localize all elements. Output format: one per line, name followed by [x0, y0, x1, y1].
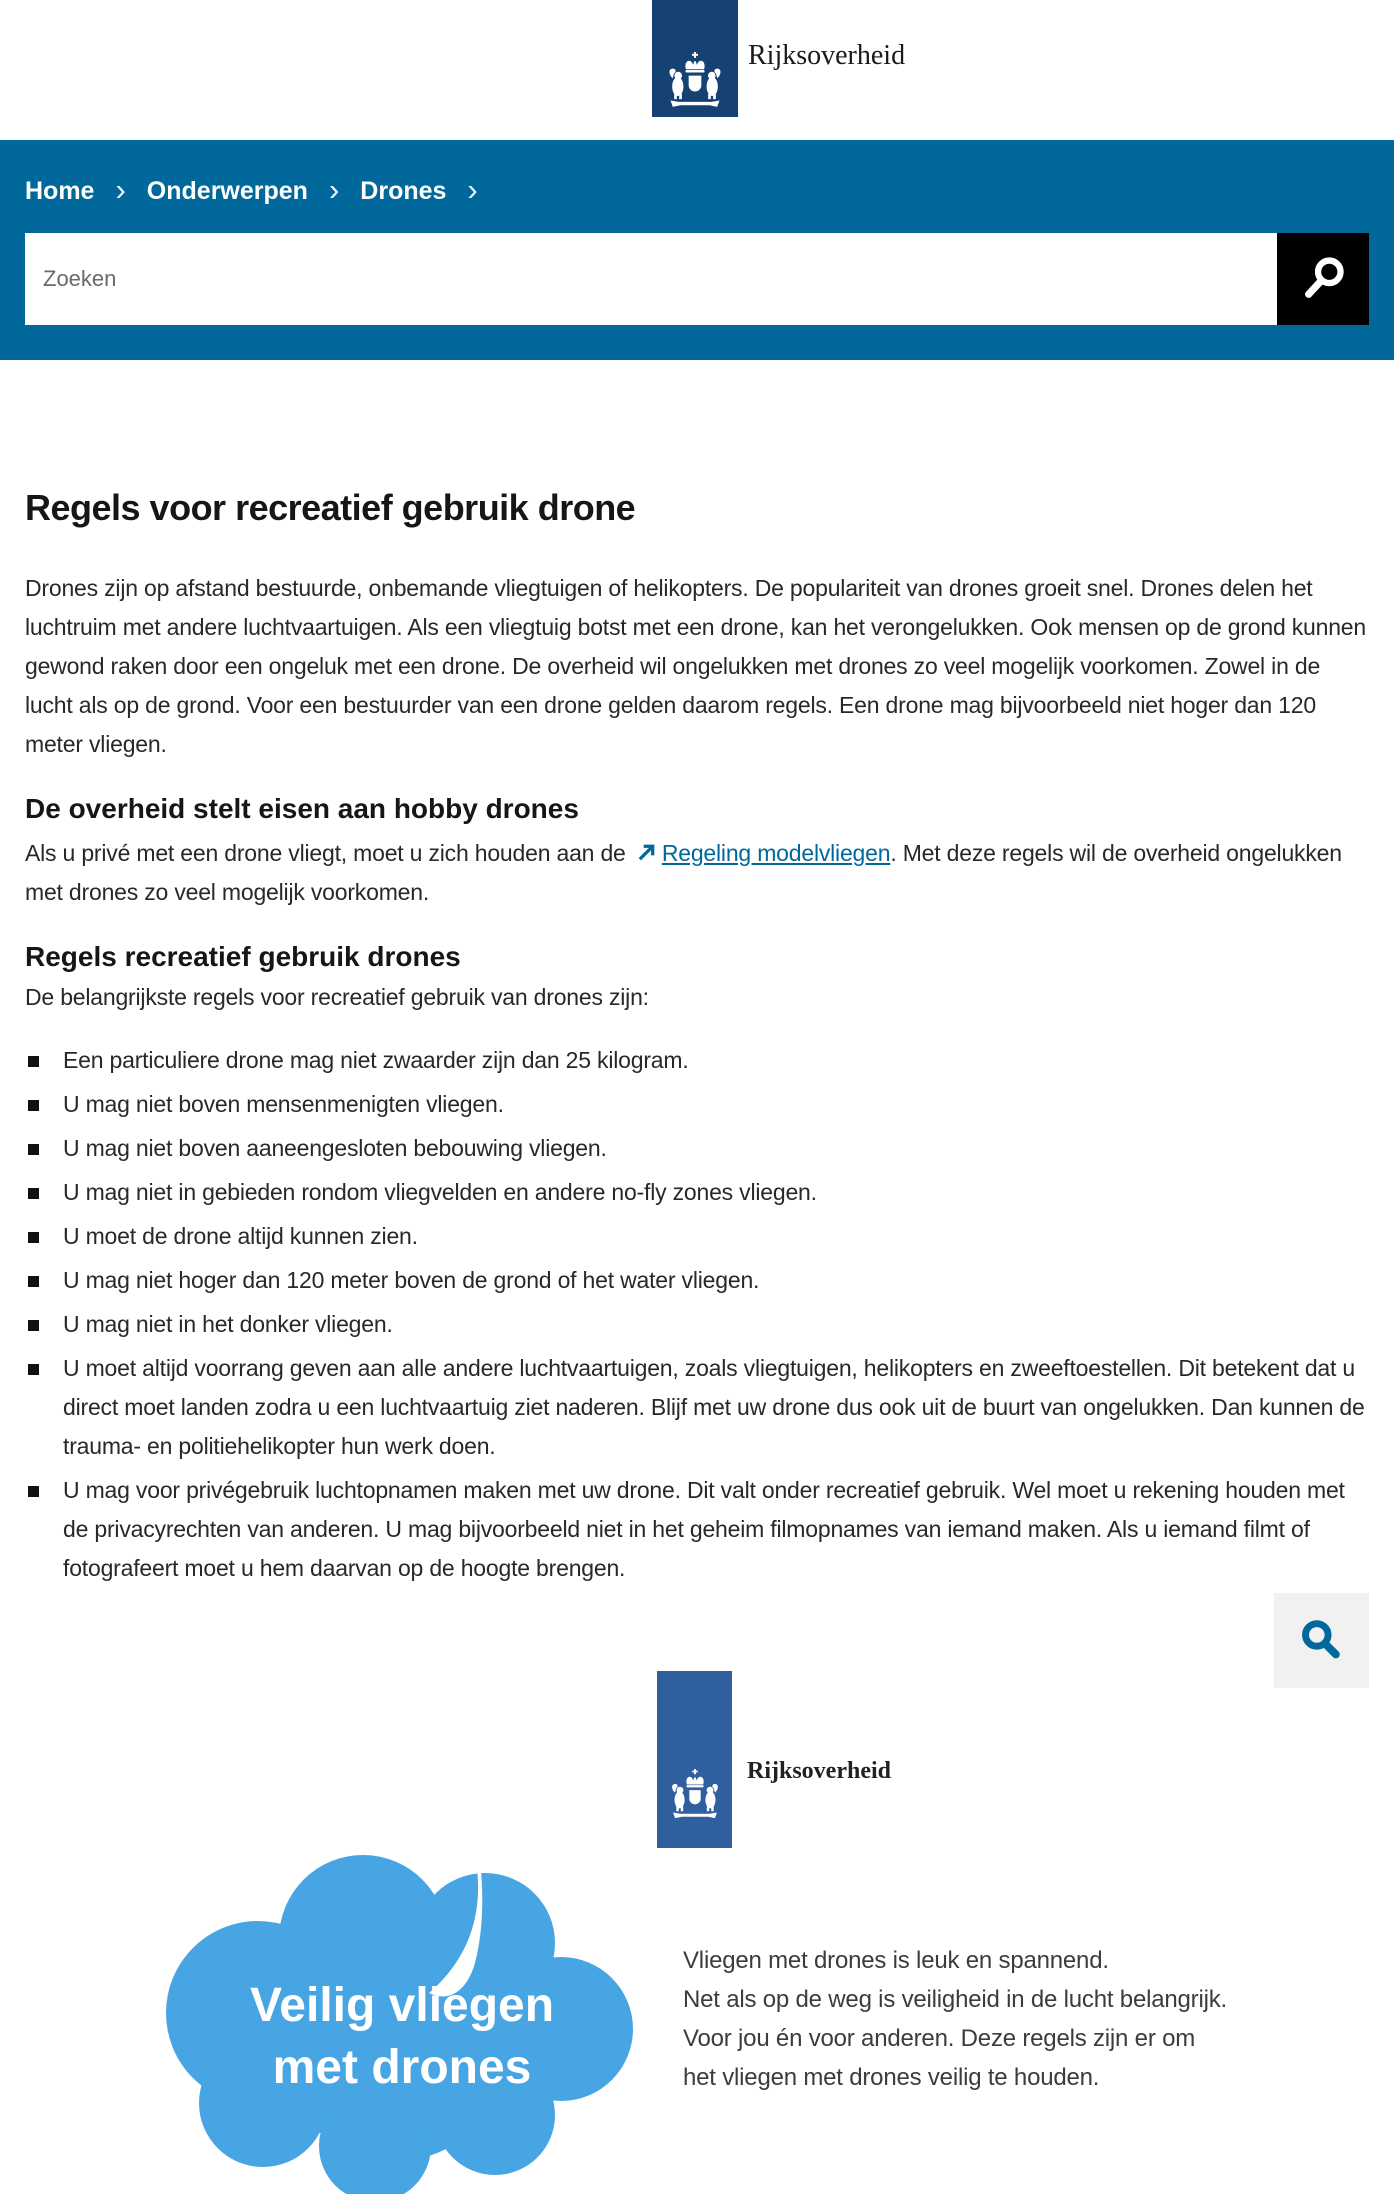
- cloud-text-line1: Veilig vliegen: [249, 1979, 555, 2032]
- list-item: U mag voor privégebruik luchtopnamen maken met uw drone. Dit valt onder recreatief gebruik. Wel moet u rekening houden met de privacyrechten van anderen. U mag bijvoorbeeld niet in het geheim filmopnames van iemand maken. Als u iemand filmt of fotografeert moet u hem daarvan op de hoogte brengen.: [25, 1471, 1369, 1588]
- regeling-modelvliegen-link[interactable]: Regeling modelvliegen: [661, 840, 891, 866]
- list-item: U moet altijd voorrang geven aan alle andere luchtvaartuigen, zoals vliegtuigen, helikopters en zweeftoestellen. Dit betekent dat u direct moet landen zodra u een luchtvaartuig ziet naderen. Blijf met uw drone dus ook uit de buurt van ongelukken. Dan kunnen de trauma- en politiehelikopter hun werk doen.: [25, 1349, 1369, 1466]
- external-link-icon: [636, 842, 657, 863]
- section-heading-hobby: De overheid stelt eisen aan hobby drones: [25, 793, 579, 824]
- zoom-image-button[interactable]: [1274, 1593, 1369, 1688]
- coat-of-arms-icon: [670, 1769, 720, 1821]
- breadcrumb-item-drones[interactable]: Drones: [360, 177, 447, 205]
- chevron-right-icon: ›: [115, 172, 126, 207]
- list-item: Een particuliere drone mag niet zwaarder zijn dan 25 kilogram.: [25, 1041, 1369, 1080]
- caption-line: Vliegen met drones is leuk en spannend.: [683, 1947, 1109, 1974]
- rules-intro: De belangrijkste regels voor recreatief gebruik van drones zijn:: [25, 984, 649, 1010]
- top-nav-bar: [0, 140, 1394, 360]
- magnifier-icon: [1296, 1615, 1348, 1667]
- caption-line: Voor jou én voor anderen. Deze regels zijn er om: [683, 2025, 1196, 2052]
- search-input[interactable]: [25, 233, 1277, 325]
- site-header: [0, 0, 1394, 140]
- list-item: U mag niet in het donker vliegen.: [25, 1305, 1369, 1344]
- logo-ribbon: [652, 0, 738, 117]
- list-item: U mag niet boven mensenmenigten vliegen.: [25, 1085, 1369, 1124]
- list-item: U mag niet boven aaneengesloten bebouwing vliegen.: [25, 1129, 1369, 1168]
- intro-paragraph: Drones zijn op afstand bestuurde, onbemande vliegtuigen of helikopters. De populariteit van drones groeit snel. Drones delen het luchtruim met andere luchtvaartuigen. Als een vliegtuig botst met een drone, kan het verongelukken. Ook mensen op de grond kunnen gewond raken door een ongeluk met een drone. De overheid wil ongelukken met drones zo veel mogelijk voorkomen. Zowel in de lucht als op de grond. Voor een bestuurder van een drone gelden daarom regels. Een drone mag bijvoorbeeld niet hoger dan 120 meter vliegen.: [25, 575, 1366, 757]
- breadcrumb: [25, 172, 1369, 207]
- search-form: [25, 233, 1369, 325]
- infographic-logo-ribbon: [657, 1671, 732, 1848]
- cloud-text-line2: met drones: [272, 2041, 532, 2094]
- infographic-caption: [683, 1941, 1227, 2097]
- breadcrumb-item-home[interactable]: Home: [25, 177, 95, 205]
- drone-cloud-graphic: [163, 1851, 635, 2181]
- breadcrumb-item-onderwerpen[interactable]: Onderwerpen: [146, 177, 308, 205]
- page-title: Regels voor recreatief gebruik drone: [25, 487, 636, 528]
- search-button[interactable]: [1277, 233, 1369, 325]
- chevron-right-icon: ›: [328, 172, 340, 207]
- caption-line: het vliegen met drones veilig te houden.: [683, 2064, 1100, 2091]
- rules-list: [25, 1041, 1369, 1588]
- chevron-right-icon: ›: [467, 172, 478, 207]
- text-after-link: . Met deze regels wil de overheid ongelukken met drones zo veel mogelijk voorkomen.: [25, 840, 1342, 905]
- hobby-paragraph: [25, 834, 1369, 912]
- search-icon: [1296, 252, 1350, 306]
- list-item: U moet de drone altijd kunnen zien.: [25, 1217, 1369, 1256]
- text-before-link: Als u privé met een drone vliegt, moet u zich houden aan de: [25, 840, 632, 866]
- main-content: [0, 487, 1394, 2154]
- coat-of-arms-icon: [667, 52, 723, 110]
- logo-text: Rijksoverheid: [748, 40, 906, 71]
- section-heading-rules: Regels recreatief gebruik drones: [25, 941, 461, 972]
- list-item: U mag niet hoger dan 120 meter boven de grond of het water vliegen.: [25, 1261, 1369, 1300]
- infographic-figure: [25, 1593, 1369, 2154]
- list-item: U mag niet in gebieden rondom vliegvelden en andere no-fly zones vliegen.: [25, 1173, 1369, 1212]
- caption-line: Net als op de weg is veiligheid in de lucht belangrijk.: [683, 1986, 1227, 2013]
- infographic-logo-text: Rijksoverheid: [747, 1758, 891, 1784]
